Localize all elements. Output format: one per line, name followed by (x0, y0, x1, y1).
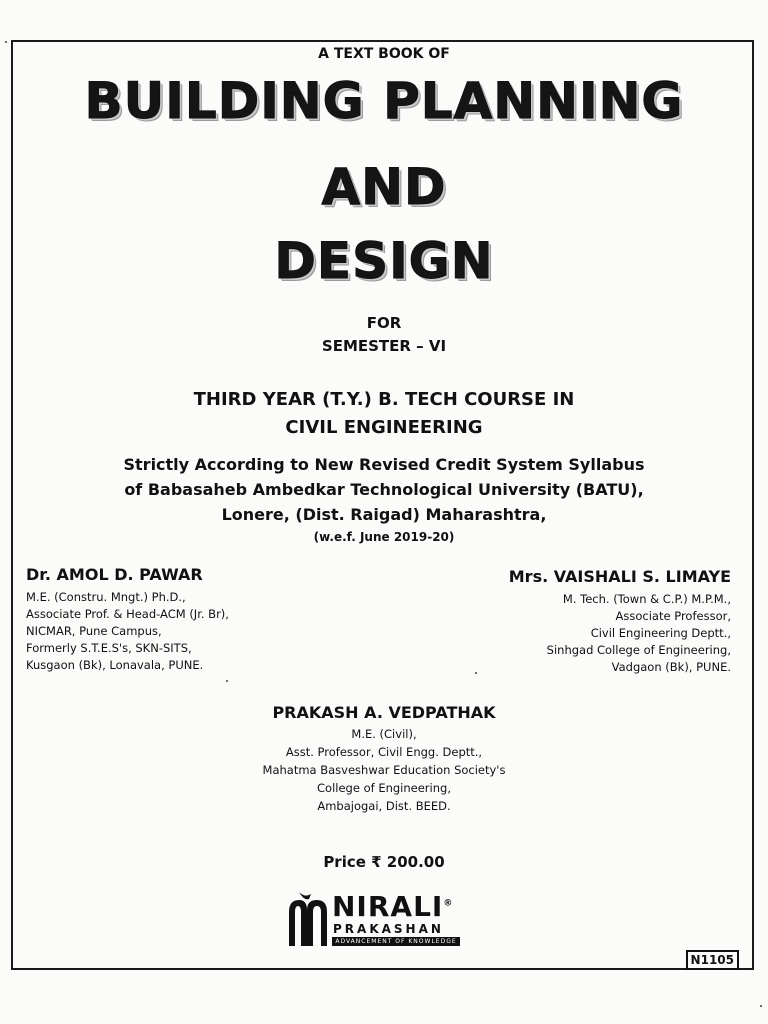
author-name: Dr. AMOL D. PAWAR (26, 565, 203, 584)
wef-date: (w.e.f. June 2019-20) (313, 530, 455, 544)
paper-speck (226, 680, 228, 682)
title-line-3: DESIGN (274, 232, 494, 290)
paper-speck (5, 41, 7, 43)
kicker-text: A TEXT BOOK OF (318, 46, 450, 62)
paper-speck (760, 1005, 762, 1007)
author-detail: Kusgaon (Bk), Lonavala, PUNE. (26, 658, 204, 672)
syllabus-line-2: of Babasaheb Ambedkar Technological University (BATU), (124, 480, 644, 499)
publisher-emblem-icon (285, 890, 331, 948)
title-line-2: AND (321, 158, 447, 216)
author-detail: Formerly S.T.E.S's, SKN-SITS, (26, 641, 192, 655)
syllabus-line-3: Lonere, (Dist. Raigad) Maharashtra, (221, 505, 547, 524)
author-detail: Sinhgad College of Engineering, (546, 643, 731, 657)
author-detail: Associate Prof. & Head-ACM (Jr. Br), (26, 607, 229, 621)
author-detail: NICMAR, Pune Campus, (26, 624, 162, 638)
book-code: N1105 (686, 950, 739, 970)
paper-speck (475, 672, 477, 674)
author-detail: Vadgaon (Bk), PUNE. (611, 660, 731, 674)
author-detail: Associate Professor, (615, 609, 731, 623)
author-left (26, 565, 229, 674)
course-line-2: CIVIL ENGINEERING (285, 417, 483, 438)
author-detail: M. Tech. (Town & C.P.) M.P.M., (562, 592, 731, 606)
author-right (509, 567, 731, 676)
author-detail: College of Engineering, (317, 781, 451, 795)
title-line-1: BUILDING PLANNING (84, 72, 684, 130)
for-label: FOR (366, 314, 402, 332)
author-detail: Asst. Professor, Civil Engg. Deptt., (285, 745, 483, 759)
author-name: PRAKASH A. VEDPATHAK (272, 703, 496, 722)
publisher-sub: PRAKASHAN (333, 922, 444, 936)
syllabus-line-1: Strictly According to New Revised Credit System Syllabus (123, 455, 645, 474)
publisher-logo (285, 890, 475, 948)
author-detail: M.E. (Constru. Mngt.) Ph.D., (26, 590, 186, 604)
author-detail: Mahatma Basveshwar Education Society's (262, 763, 506, 777)
publisher-tagline: ADVANCEMENT OF KNOWLEDGE (332, 937, 460, 946)
author-detail: Civil Engineering Deptt., (590, 626, 731, 640)
author-detail: M.E. (Civil), (351, 727, 417, 741)
author-name: Mrs. VAISHALI S. LIMAYE (508, 567, 731, 586)
publisher-name: NIRALI® (332, 890, 454, 923)
semester-label: SEMESTER – VI (321, 337, 447, 355)
price-label: Price ₹ 200.00 (323, 853, 445, 871)
author-detail: Ambajogai, Dist. BEED. (317, 799, 451, 813)
author-middle (0, 703, 768, 815)
course-line-1: THIRD YEAR (T.Y.) B. TECH COURSE IN (193, 389, 575, 410)
